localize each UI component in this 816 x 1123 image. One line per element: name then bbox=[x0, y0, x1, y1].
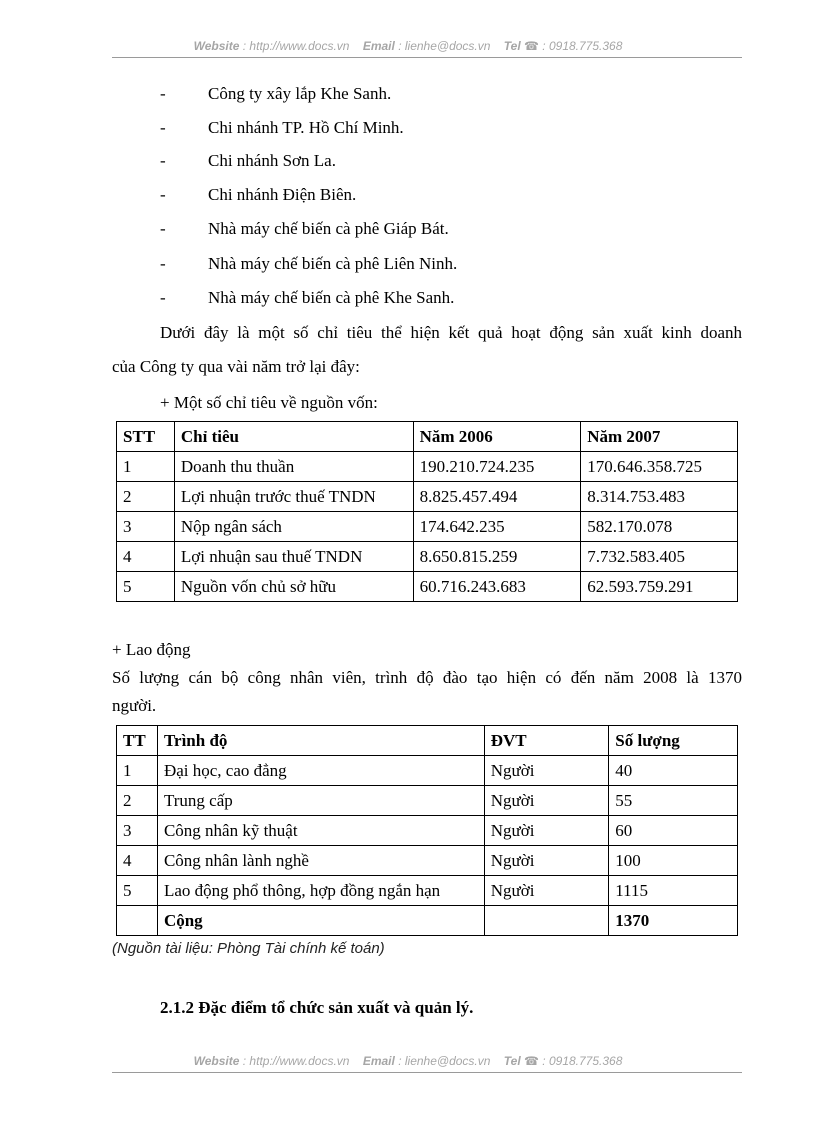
column-header: Số lượng bbox=[609, 726, 738, 756]
labor-desc-line-2: người. bbox=[112, 696, 157, 715]
tel-number: ☎ : 0918.775.368 bbox=[524, 39, 623, 53]
table-header-row bbox=[117, 726, 738, 756]
tel-label: Tel bbox=[503, 1054, 521, 1068]
email-label: Email bbox=[362, 39, 395, 53]
column-header: Chỉ tiêu bbox=[174, 422, 413, 452]
table-row: 4 Lợi nhuận sau thuế TNDN 8.650.815.259 7.732.583.405 bbox=[117, 542, 738, 572]
column-header: Năm 2006 bbox=[413, 422, 581, 452]
capital-table bbox=[116, 421, 738, 602]
table-row: 5 Nguồn vốn chủ sở hữu 60.716.243.683 62.593.759.291 bbox=[117, 572, 738, 602]
website-label: Website bbox=[193, 1054, 240, 1068]
header-divider bbox=[112, 57, 742, 58]
table-row: 1 Doanh thu thuần 190.210.724.235 170.646.358.725 bbox=[117, 452, 738, 482]
table-row: 2 Trung cấp Người 55 bbox=[117, 786, 738, 816]
email-address[interactable]: : lienhe@docs.vn bbox=[398, 1054, 491, 1068]
table-header-row bbox=[117, 422, 738, 452]
column-header: TT bbox=[117, 726, 158, 756]
table-total-row: Cộng 1370 bbox=[117, 906, 738, 936]
website-url[interactable]: : http://www.docs.vn bbox=[242, 1054, 350, 1068]
column-header: STT bbox=[117, 422, 175, 452]
email-label: Email bbox=[362, 1054, 395, 1068]
website-url[interactable]: : http://www.docs.vn bbox=[242, 39, 350, 53]
labor-table bbox=[116, 725, 738, 936]
list-item: - Nhà máy chế biến cà phê Giáp Bát. bbox=[160, 219, 449, 238]
table-row: 2 Lợi nhuận trước thuế TNDN 8.825.457.494 8.314.753.483 bbox=[117, 482, 738, 512]
list-item: - Chi nhánh Điện Biên. bbox=[160, 185, 357, 204]
column-header: ĐVT bbox=[484, 726, 609, 756]
labor-heading: + Lao động bbox=[112, 640, 191, 659]
column-header: Năm 2007 bbox=[581, 422, 738, 452]
email-address[interactable]: : lienhe@docs.vn bbox=[398, 39, 491, 53]
list-item: - Nhà máy chế biến cà phê Khe Sanh. bbox=[160, 288, 455, 307]
table-row: 1 Đại học, cao đẳng Người 40 bbox=[117, 756, 738, 786]
intro-line-2: của Công ty qua vài năm trở lại đây: bbox=[112, 357, 360, 376]
table-row: 4 Công nhân lành nghề Người 100 bbox=[117, 846, 738, 876]
tel-label: Tel bbox=[503, 39, 521, 53]
list-item: - Chi nhánh TP. Hồ Chí Minh. bbox=[160, 118, 404, 137]
labor-desc-line-1: Số lượng cán bộ công nhân viên, trình độ đào tạo hiện có đến năm 2008 là 1370 bbox=[112, 668, 742, 687]
website-label: Website bbox=[193, 39, 240, 53]
list-item: - Nhà máy chế biến cà phê Liên Ninh. bbox=[160, 254, 458, 273]
section-title: 2.1.2 Đặc điểm tổ chức sản xuất và quản lý. bbox=[160, 998, 474, 1017]
footer-divider bbox=[112, 1072, 742, 1073]
capital-heading: + Một số chỉ tiêu về nguồn vốn: bbox=[160, 393, 378, 412]
table-row: 5 Lao động phổ thông, hợp đồng ngắn hạn Người 1115 bbox=[117, 876, 738, 906]
page-header bbox=[0, 39, 816, 53]
source-note: (Nguồn tài liệu: Phòng Tài chính kế toán) bbox=[112, 940, 385, 957]
list-item: - Chi nhánh Sơn La. bbox=[160, 151, 336, 170]
column-header: Trình độ bbox=[157, 726, 484, 756]
table-row: 3 Nộp ngân sách 174.642.235 582.170.078 bbox=[117, 512, 738, 542]
tel-number: ☎ : 0918.775.368 bbox=[524, 1054, 623, 1068]
table-row: 3 Công nhân kỹ thuật Người 60 bbox=[117, 816, 738, 846]
intro-line-1: Dưới đây là một số chỉ tiêu thể hiện kết quả hoạt động sản xuất kinh doanh bbox=[160, 323, 742, 342]
page-footer bbox=[0, 1054, 816, 1068]
list-item: - Công ty xây lắp Khe Sanh. bbox=[160, 84, 392, 103]
